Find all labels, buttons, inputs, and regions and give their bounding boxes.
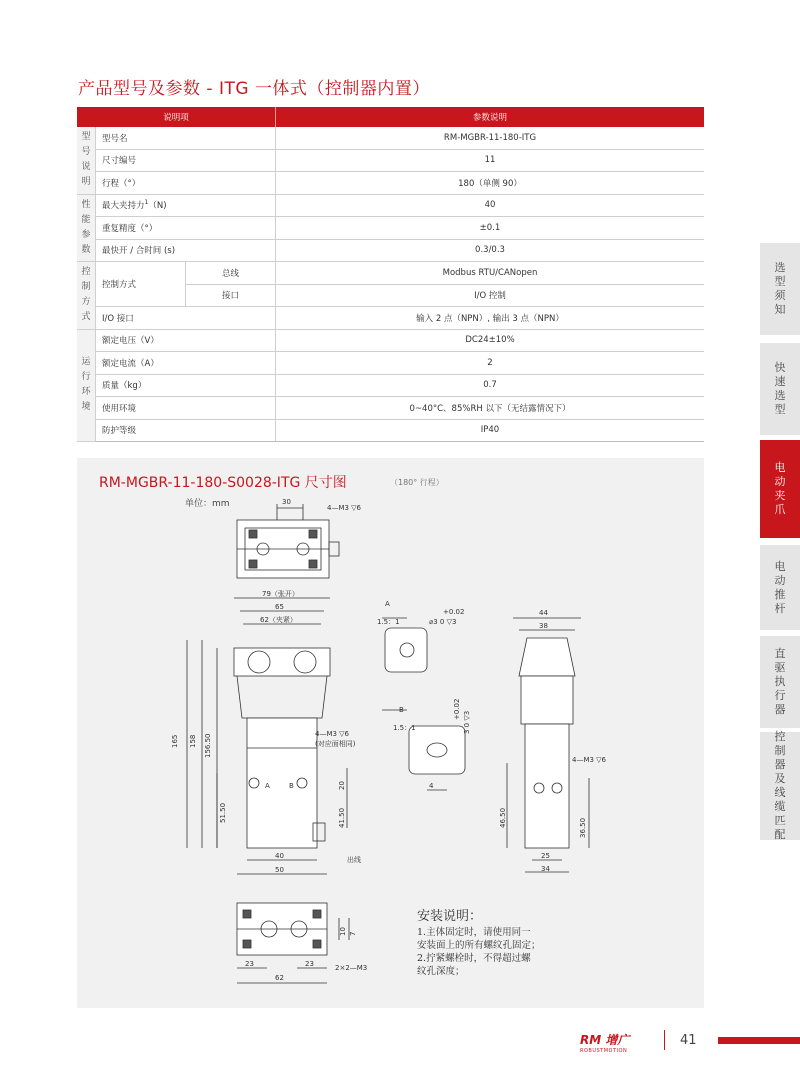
brand-logo: RM 增广 ROBUSTMOTION <box>580 1033 630 1054</box>
dim-165: 165 <box>171 734 179 748</box>
group-perf: 性能参数 <box>77 194 96 262</box>
row-label: 控制方式 <box>96 262 186 307</box>
sec-b: B <box>399 706 404 714</box>
row-label: 防护等级 <box>96 419 276 442</box>
row-sublabel: 总线 <box>186 262 276 285</box>
footer-divider <box>664 1030 665 1050</box>
install-line: 2.拧紧螺栓时，不得超过螺 <box>417 953 531 964</box>
scale-b: 1.5：1 <box>393 724 416 732</box>
dim-m3-bottom: 2×2—M3 <box>335 964 368 972</box>
header-value: 参数说明 <box>276 107 705 127</box>
table-row <box>77 239 704 262</box>
side-tab-controller-cable[interactable]: 控制器及线缆匹配 <box>760 732 800 840</box>
table-row <box>77 127 704 149</box>
dim-156: 156.50 <box>204 733 212 758</box>
label-a: A <box>265 782 270 790</box>
dim-41: 41.50 <box>338 807 346 828</box>
cable-label: 出线 <box>347 856 361 864</box>
page-title: 产品型号及参数 - ITG 一体式（控制器内置） <box>78 79 430 99</box>
dim-46: 46.50 <box>499 807 507 828</box>
row-value: 180（单侧 90） <box>276 172 705 195</box>
row-label: 重复精度（°） <box>96 217 276 240</box>
dim-m3-opp-note: (对应面相同) <box>315 740 356 748</box>
row-label: 最快开 / 合时间 (s) <box>96 239 276 262</box>
dim-62b: 62 <box>275 974 284 982</box>
drawing-subtitle: （180° 行程） <box>390 478 444 487</box>
page-number: 41 <box>680 1033 697 1048</box>
dim-m3-opp: 4—M3 ▽6 <box>315 730 350 738</box>
row-label: 尺寸编号 <box>96 149 276 172</box>
table-row <box>77 329 704 352</box>
install-line: 纹孔深度； <box>417 966 465 977</box>
drawing-title: RM-MGBR-11-180-S0028-ITG 尺寸图 <box>99 475 347 491</box>
row-value: 11 <box>276 149 705 172</box>
table-row <box>77 194 704 217</box>
gripper-top-view <box>237 504 339 578</box>
row-value: I/O 控制 <box>276 284 705 307</box>
install-heading: 安装说明： <box>417 909 483 924</box>
row-label: 行程（°） <box>96 172 276 195</box>
row-sublabel: 接口 <box>186 284 276 307</box>
row-label: 额定电压（V） <box>96 329 276 352</box>
group-model: 型号说明 <box>77 127 96 194</box>
row-value: DC24±10% <box>276 329 705 352</box>
dim-23b: 23 <box>305 960 314 968</box>
detail-a-view <box>382 618 427 672</box>
side-tab-electric-gripper[interactable]: 电动夹爪 <box>760 440 800 538</box>
dim-34: 34 <box>541 865 550 873</box>
table-row <box>77 262 704 285</box>
hole-a: ⌀3 0 ▽3 <box>429 618 457 626</box>
dim-36: 36.50 <box>579 817 587 838</box>
dim-top-30: 30 <box>282 498 291 506</box>
table-header-row <box>77 107 704 127</box>
table-row <box>77 419 704 442</box>
scale-a: 1.5：1 <box>377 618 400 626</box>
dim-top-m3: 4—M3 ▽6 <box>327 504 362 512</box>
header-item: 说明项 <box>77 107 276 127</box>
sec-a: A <box>385 600 390 608</box>
table-row <box>77 149 704 172</box>
table-row <box>77 397 704 420</box>
dim-25: 25 <box>541 852 550 860</box>
table-row <box>77 172 704 195</box>
row-value: 输入 2 点（NPN）, 输出 3 点（NPN） <box>276 307 705 330</box>
tol-b: +0.02 <box>453 698 461 720</box>
table-row <box>77 352 704 375</box>
dim-50: 50 <box>275 866 284 874</box>
dim-m3-side: 4—M3 ▽6 <box>572 756 607 764</box>
dim-23a: 23 <box>245 960 254 968</box>
spec-table <box>77 107 704 442</box>
table-row <box>77 217 704 240</box>
row-label: 使用环境 <box>96 397 276 420</box>
side-tab-selection-guide[interactable]: 选型须知 <box>760 243 800 335</box>
side-tab-quick-select[interactable]: 快速选型 <box>760 343 800 435</box>
dimension-drawing <box>77 458 704 1008</box>
detail-b-view <box>382 710 465 790</box>
dim-38: 38 <box>539 622 548 630</box>
gripper-bottom-view <box>237 903 349 983</box>
dimension-drawing-panel <box>77 458 704 1008</box>
dim-62: 62（夹紧） <box>260 616 297 624</box>
dim-44: 44 <box>539 609 548 617</box>
group-control: 控制方式 <box>77 262 96 330</box>
gripper-side-view <box>507 618 589 872</box>
dim-7: 7 <box>349 931 357 936</box>
row-label: 最大夹持力$^1$（N) <box>96 194 276 217</box>
row-value: 2 <box>276 352 705 375</box>
row-label: 型号名 <box>96 127 276 149</box>
dim-51: 51.50 <box>219 802 227 823</box>
dim-65: 65 <box>275 603 284 611</box>
install-notes <box>417 910 541 978</box>
tol-a: +0.02 <box>443 608 465 616</box>
row-label: I/O 接口 <box>96 307 276 330</box>
hole-b: 3 0 ▽3 <box>463 710 471 734</box>
dim-40: 40 <box>275 852 284 860</box>
dim-158: 158 <box>189 734 197 748</box>
table-row <box>77 307 704 330</box>
footer-accent-bar <box>718 1037 800 1044</box>
row-value: 0.7 <box>276 374 705 397</box>
row-value: IP40 <box>276 419 705 442</box>
label-b: B <box>289 782 294 790</box>
dim-79: 79（张开） <box>262 590 299 598</box>
row-value: Modbus RTU/CANopen <box>276 262 705 285</box>
row-value: 0~40°C、85%RH 以下（无结露情况下） <box>276 397 705 420</box>
table-row <box>77 374 704 397</box>
row-label: 额定电流（A） <box>96 352 276 375</box>
install-line: 安装面上的所有螺纹孔固定； <box>417 940 541 951</box>
group-env: 运行环境 <box>77 329 96 442</box>
dim-20: 20 <box>338 781 346 790</box>
dim-10: 10 <box>339 927 347 936</box>
row-value: 40 <box>276 194 705 217</box>
side-tab-electric-cylinder[interactable]: 电动推杆 <box>760 545 800 630</box>
row-value: 0.3/0.3 <box>276 239 705 262</box>
row-value: RM-MGBR-11-180-ITG <box>276 127 705 149</box>
dim-4: 4 <box>429 782 434 790</box>
row-value: ±0.1 <box>276 217 705 240</box>
install-line: 1.主体固定时，请使用同一 <box>417 927 531 938</box>
row-label: 质量（kg） <box>96 374 276 397</box>
unit-label: 单位：mm <box>185 499 230 509</box>
side-tab-direct-drive[interactable]: 直驱执行器 <box>760 636 800 728</box>
